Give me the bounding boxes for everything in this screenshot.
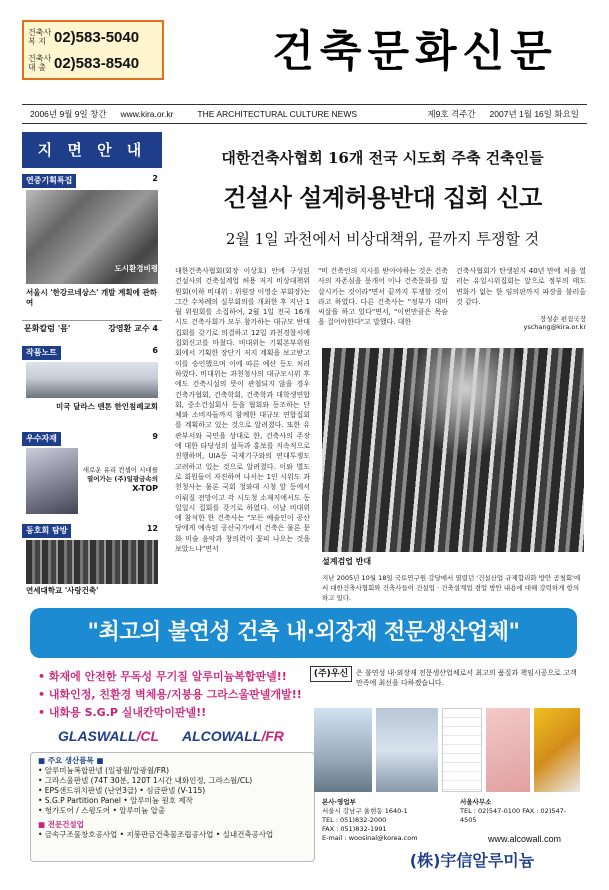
index-section-materials[interactable] <box>22 432 162 446</box>
panel-photo <box>442 708 482 792</box>
caption-line: X-TOP <box>132 484 158 493</box>
contact-row-loan <box>28 54 162 72</box>
contact-row-welfare <box>28 28 162 46</box>
article-subhead: 2월 1일 과천에서 비상대책위, 끝까지 투쟁할 것 <box>225 230 540 248</box>
article-kicker: 대한건축사협회 16개 전국 시도회 주축 건축인들 <box>221 149 544 167</box>
photo-caption: 지난 2005년 10월 18일 국토연구원 강당에서 열렸던 '건설산업 규제합리화 방안 공청회'에서 대한건축사협회와 건축사들이 건설업 · 건축설계업 겸업 방안 내용에 대해 강력하게 항의하고 있다. <box>322 574 581 602</box>
products-title: ■ 주요 생산품목 ■ <box>38 756 104 765</box>
product-item: • 그라스울판넬 (74T 30분, 120T 1시간 내화인정, 그라스월/CL) <box>38 776 253 785</box>
section-page: 4 <box>152 324 158 333</box>
ad-feature-line: • 화재에 안전한 무독성 무기질 알루미늄복합판넬!! <box>38 670 287 683</box>
article-column-1: 대한건축사협회(회장 이상호) 안에 구성된 건설사의 건축설계업 허용 저지 비상대책위원회(이하 비대위 : 위원장 이영순 부회장)는 그간 수차례의 실무회의를 개최한 후 지난 1월 위원회를 소집하여, 2월 1일 전국 16개 시도 건축사회가 모두 참가하는 대규모 반대집회를 갖기로 의결하고 12일 과천경찰서에 집회신고를 마쳤다. 비대위는 기획본부위원회에서 기획한 장단기 저지 계획을 보고받고 이를 승인했으며 이에 따른 예산 등도 처리하였다. 비대위는 과천청사의 대규모시위 후에도 건축시설의 뜻이 관철되지 않을 경우 건축가협회, 건축학회, 건축학과 대학생연합회, 중소건설회사 등을 협회와 동조하는 단체와 소비자들까지 함께한 대규모 연합집회를 계획하고 있는 것으로 알려졌다. 또한 유관부서와 국민을 상대로 한, 건축사의 주장에 대한 타당성의 설득과 홍보를 지속적으로 진행하며, UIA등 국제기구와의 연대투쟁도 고려하고 있는 것으로 알려졌다. 이와 별도로 회원들이 자진하여 나서는 1인 시위도 과천청사는 물론 국회 청와대 시청 앞 등에서 이뤄질 전망이고 각 시도청 소재지에서도 동일일시 집회를 갖기로 하였다. 이날 비대위에 참석한 한 건축사는 "모든 예술인이 공산당에게 예속된 공산국가에서 건축은 물론 문화 미술 음악과 창의력이 꽃피 나오는 것을 보았느냐"면서 <box>175 267 310 554</box>
page-index <box>22 132 162 594</box>
section-author: 강영환 교수 <box>108 324 150 333</box>
byline-name: 장성순 편집국장 <box>539 315 586 323</box>
ad-website[interactable]: www.alcowall.com <box>488 834 562 844</box>
product-item: • 알루미늄복합판넬 (일광월/알광월/FR) <box>38 766 170 775</box>
section-page: 6 <box>152 346 158 355</box>
ad-feature-line: • 내화인정, 친환경 벽체용/지붕용 그라스울판넬개발!! <box>38 688 302 701</box>
contact-box <box>22 20 164 80</box>
ad-banner: "최고의 불연성 건축 내·외장재 전문생산업체" <box>30 608 577 658</box>
founded-date: 2006년 9월 9일 창간 <box>30 109 107 119</box>
seoul-office-info <box>460 798 582 825</box>
office-label: 본사·영업부 <box>322 798 356 806</box>
section-title: 작품노트 <box>22 346 61 360</box>
section-page: 9 <box>152 432 158 441</box>
masthead-info-bar <box>22 104 587 124</box>
products-list <box>38 756 308 840</box>
section-page: 2 <box>152 174 158 183</box>
office-tel: TEL : 02)547-0100 FAX : 02)547-4505 <box>460 807 567 824</box>
contact-label-top: 건축사 <box>28 28 52 37</box>
section-title: 동호회 탐방 <box>22 524 71 538</box>
protest-photo <box>322 348 584 552</box>
issue-number: 제9호 격주간 <box>427 109 476 119</box>
photo-caption-title: 설계검업 반대 <box>322 557 372 566</box>
office-email: E-mail : woosinal@korea.com <box>322 834 418 842</box>
ad-feature-line: • 내화용 S.G.P 실내칸막이판넬!! <box>38 706 207 719</box>
byline-email: yschang@kira.or.kr <box>523 323 586 331</box>
product-item: • EPS샌드위치판넬 (난연3급) • 심금판넬 (V-115) <box>38 786 206 795</box>
article-byline <box>456 314 586 331</box>
club-group-photo <box>26 540 158 584</box>
head-office-info <box>322 798 452 843</box>
section-caption: 연세대학교 '사랑건축' <box>26 586 99 595</box>
product-item: • 헝가도어 / 스윙도어 • 알루미늄 압출 <box>38 806 166 815</box>
company-brand: (株)宇信알루미늄 <box>409 851 535 870</box>
index-section-special[interactable] <box>22 174 162 188</box>
section-title: 우수자재 <box>22 432 61 446</box>
alcowall-logo: ALCOWALL/FR <box>182 728 284 744</box>
office-tel: TEL : 051)832-2000 <box>322 816 387 824</box>
glaswall-logo: GLASWALL/CL <box>58 728 160 744</box>
company-description: 은 불연성 내·외장재 전문생산업체로서 최고의 품질과 책임시공으로 고객만족에 최선을 다하겠습니다. <box>356 669 577 687</box>
contact-label-bottom: 대 출 <box>28 63 46 72</box>
contact-number-loan: 02)583-8540 <box>54 54 140 72</box>
index-section-works[interactable] <box>22 346 162 360</box>
index-header: 지 면 안 내 <box>22 132 162 168</box>
english-name: THE ARCHITECTURAL CULTURE NEWS <box>197 109 358 119</box>
office-address: 서울시 강남구 율현동 1640-1 <box>322 807 408 815</box>
construction-list: • 금속구조물창호공사업 • 지붕판금건축물조립공사업 • 실내건축공사업 <box>38 830 274 839</box>
photo-label: 도시환경비평 <box>114 264 158 273</box>
section-page: 12 <box>146 524 158 533</box>
section-caption: 미국 달라스 덴톤 한인침례교회 <box>55 402 158 411</box>
index-section-club[interactable] <box>22 524 162 538</box>
contact-label-top: 건축사 <box>28 54 52 63</box>
section-title: 문화칼럼 '몸' <box>24 324 71 333</box>
contact-label-bottom: 복 지 <box>28 37 46 46</box>
panel-photo <box>534 708 580 792</box>
section-caption: 서울시 '한강르네상스' 개발 계획에 관하여 <box>26 288 157 307</box>
contact-number-welfare: 02)583-5040 <box>54 28 140 46</box>
office-fax: FAX : 051)832-1991 <box>322 825 387 833</box>
office-label: 서울사무소 <box>460 798 492 806</box>
building-photo <box>314 708 372 792</box>
building-photo <box>376 708 438 792</box>
article-column-2: "비 건축인의 지시를 받아야하는 것은 건축사의 자존심을 뭉개어 이나 건축문화를 말살시키는 것이라"면서 끝까지 투쟁할 것이라고 하였다. 다른 건축사는 "정부가 대마씨살을 하고 있다"면서, "이번만큼은 목숨을 걸어야한다"고 말했다. 대한 <box>318 267 448 327</box>
article-headline: 건설사 설계허용반대 집회 신고 <box>223 184 542 212</box>
product-item: • S.G.P Partition Panel • 알루미늄 원호 제작 <box>38 796 193 805</box>
glass-product-photo <box>26 448 78 514</box>
company-tag: (주)우신 <box>310 666 352 682</box>
caption-line: 열어가는 (주)일광금속의 <box>87 475 158 483</box>
website-link[interactable]: www.kira.or.kr <box>120 109 174 119</box>
panel-photo <box>486 708 530 792</box>
index-section-column[interactable] <box>22 320 162 336</box>
newspaper-title: 건축문화신문 <box>272 27 558 77</box>
issue-date: 2007년 1월 16일 화요일 <box>489 109 579 119</box>
article-column-3: 건축사협회가 탄생된지 40년 만에 처음 열리는 유일시위집회는 앞으로 정부의 태도 변화가 없는 한 임의판까지 파장을 불러올 것 같다. <box>456 267 586 306</box>
caption-line: 새로운 유리 컨셉이 시대를 <box>82 466 158 474</box>
church-photo <box>26 362 158 398</box>
section-title: 연중기획특집 <box>22 174 76 188</box>
construction-title: ■ 전문건설업 <box>38 820 84 829</box>
